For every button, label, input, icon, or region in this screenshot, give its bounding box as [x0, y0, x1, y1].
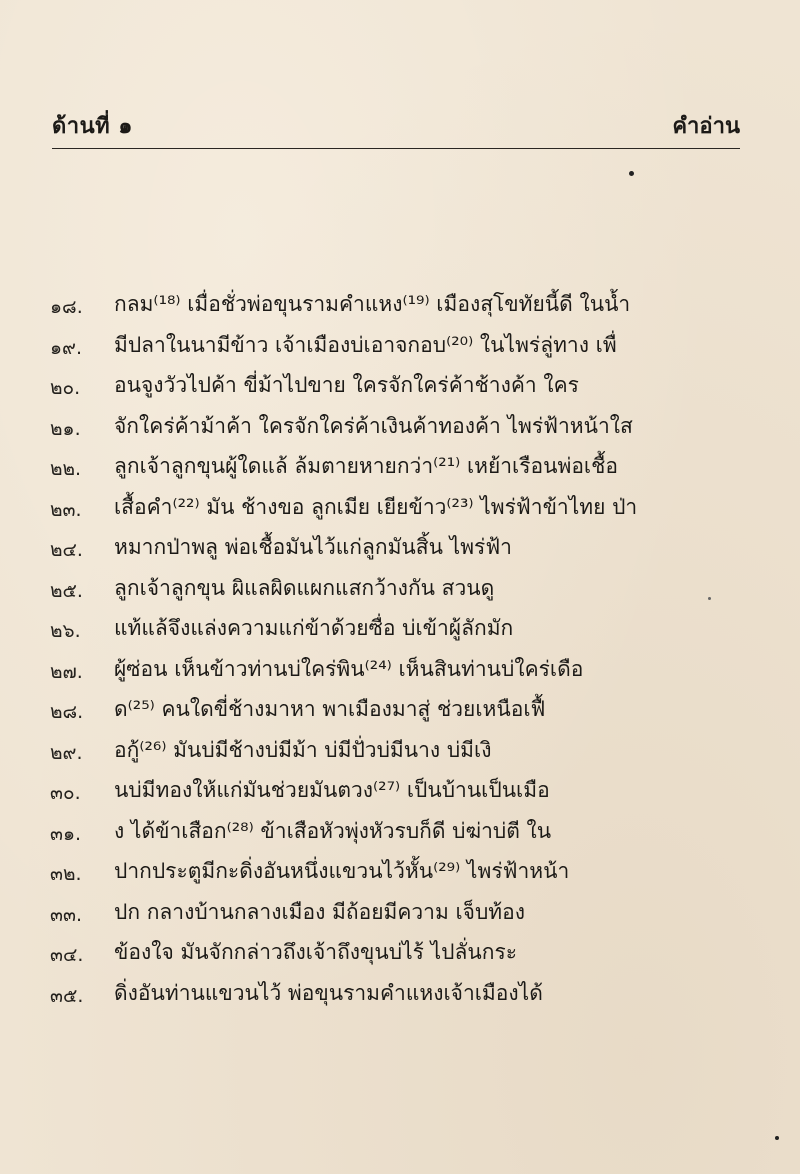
side-label: ด้านที่ ๑ — [52, 114, 133, 139]
text-line — [50, 730, 750, 771]
line-number: ๒๖. — [50, 620, 81, 642]
section-label: คำอ่าน — [672, 114, 740, 139]
line-text: กลม⁽¹⁸⁾ เมื่อชั่วพ่อขุนรามคำแหง⁽¹⁹⁾ เมืองสุโขทัยนี้ดี ในน้ำ — [114, 292, 631, 316]
line-number: ๒๐. — [50, 377, 81, 399]
line-number: ๒๘. — [50, 701, 84, 723]
line-number: ๓๒. — [50, 863, 82, 885]
inscription-lines — [50, 284, 750, 1013]
text-line — [50, 689, 750, 730]
page-header — [52, 108, 740, 144]
line-text: นบ่มีทองให้แก่มันช่วยมันตวง⁽²⁷⁾ เป็นบ้านเป็นเมือ — [114, 778, 550, 802]
line-text: ปก กลางบ้านกลางเมือง มีถ้อยมีความ เจ็บท้อง — [114, 899, 526, 924]
line-number: ๒๕. — [50, 579, 83, 602]
text-line — [50, 446, 750, 487]
text-line — [50, 365, 750, 406]
line-text: ปากประตูมีกะดิ่งอันหนึ่งแขวนไว้หั้น⁽²⁹⁾ ไพร่ฟ้าหน้า — [114, 859, 570, 883]
line-number: ๒๙. — [50, 741, 83, 764]
line-text: มีปลาในนามีข้าว เจ้าเมืองบ่เอาจกอบ⁽²⁰⁾ ในไพร่ลู่ทาง เพื่ — [114, 332, 617, 357]
line-text: แท้แล้จึงแล่งความแก่ข้าด้วยซื่อ บ่เข้าผู้ลักมัก — [114, 616, 514, 640]
ink-speck — [775, 1136, 779, 1140]
line-text: ด⁽²⁵⁾ คนใดขี่ช้างมาหา พาเมืองมาสู่ ช่วยเหนือเฟื้ — [114, 697, 546, 721]
line-number: ๒๑. — [50, 417, 81, 440]
line-number: ๑๙. — [50, 336, 83, 359]
text-line — [50, 851, 750, 892]
text-line — [50, 811, 750, 852]
line-text: อนจูงวัวไปค้า ขี่ม้าไปขาย ใครจักใคร่ค้าช้างค้า ใคร — [114, 373, 579, 397]
line-text: ลูกเจ้าลูกขุนผู้ใดแล้ ล้มตายหายกว่า⁽²¹⁾ เหย้าเรือนพ่อเชื้อ — [114, 454, 618, 478]
text-line — [50, 325, 750, 366]
line-number: ๓๔. — [50, 944, 84, 966]
line-text: ง ได้ข้าเสือก⁽²⁸⁾ ข้าเสือหัวพุ่งหัวรบก็ดี บ่ฆ่าบ่ตี ใน — [114, 818, 552, 843]
text-line — [50, 892, 750, 933]
text-line — [50, 973, 750, 1014]
text-line — [50, 284, 750, 325]
line-number: ๓๓. — [50, 903, 83, 926]
line-number: ๓๐. — [50, 782, 81, 804]
line-text: อกู้⁽²⁶⁾ มันบ่มีช้างบ่มีม้า บ่มีปั่วบ่มีนาง บ่มีเงิ — [114, 737, 492, 762]
line-text: ข้องใจ มันจักกล่าวถึงเจ้าถึงขุนบ่ไร้ ไปลั่นกระ — [114, 940, 517, 964]
line-number: ๒๗. — [50, 660, 83, 683]
line-number: ๒๓. — [50, 498, 82, 521]
text-line — [50, 770, 750, 811]
line-number: ๒๔. — [50, 539, 83, 561]
text-line — [50, 527, 750, 568]
line-text: หมากป่าพลู พ่อเชื้อมันไว้แก่ลูกมันสิ้น ไพร่ฟ้า — [114, 535, 512, 559]
line-number: ๑๘. — [50, 296, 83, 318]
text-line — [50, 649, 750, 690]
header-rule — [52, 148, 740, 149]
line-text: ดิ่งอันท่านแขวนไว้ พ่อขุนรามคำแหงเจ้าเมืองได้ — [114, 980, 543, 1005]
ink-speck — [629, 171, 634, 176]
line-number: ๓๕. — [50, 984, 84, 1007]
text-line — [50, 932, 750, 973]
line-text: จักใคร่ค้าม้าค้า ใครจักใคร่ค้าเงินค้าทองค้า ไพร่ฟ้าหน้าใส — [114, 413, 633, 438]
text-line — [50, 608, 750, 649]
text-line — [50, 568, 750, 609]
line-number: ๓๑. — [50, 822, 82, 845]
text-line — [50, 487, 750, 528]
line-text: เสื้อคำ⁽²²⁾ มัน ช้างขอ ลูกเมีย เยียข้าว⁽²³⁾ ไพร่ฟ้าข้าไทย ป่า — [114, 494, 638, 519]
line-number: ๒๒. — [50, 458, 82, 480]
text-line — [50, 406, 750, 447]
line-text: ลูกเจ้าลูกขุน ผิแลผิดแผกแสกว้างกัน สวนดู — [114, 575, 495, 600]
line-text: ผู้ซ่อน เห็นข้าวท่านบ่ใคร่พิน⁽²⁴⁾ เห็นสินท่านบ่ใคร่เดือ — [114, 656, 584, 681]
